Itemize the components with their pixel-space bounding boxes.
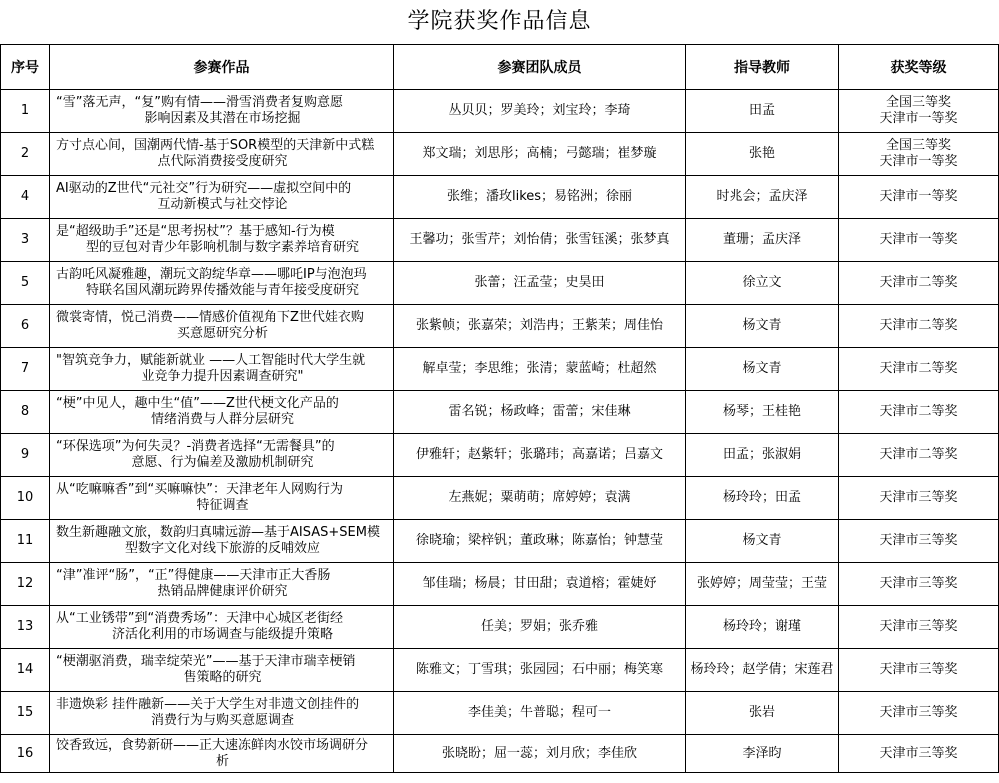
work-title-line: 型的豆包对青少年影响机制与数字素养培育研究 — [85, 240, 359, 255]
award-level: 天津市三等奖 — [879, 745, 958, 761]
table-row — [1, 606, 999, 649]
table-row — [1, 477, 999, 520]
table-row — [1, 219, 999, 262]
award-level: 天津市三等奖 — [879, 490, 958, 505]
cell-work — [50, 606, 394, 649]
cell-award — [839, 133, 999, 176]
cell-work — [50, 563, 394, 606]
award-level: 天津市一等奖 — [879, 232, 958, 247]
table-row — [1, 176, 999, 219]
work-title-line: 互动新模式与社交悖论 — [157, 197, 288, 212]
cell-no: 5 — [1, 262, 50, 305]
cell-no: 6 — [1, 305, 50, 348]
cell-award — [839, 692, 999, 735]
work-title-line: "智筑竞争力，赋能新就业 ——人工智能时代大学生就 — [56, 353, 366, 368]
cell-teacher: 杨文青 — [686, 520, 839, 563]
table-row — [1, 305, 999, 348]
cell-no: 3 — [1, 219, 50, 262]
work-title-line: 济活化利用的市场调查与能级提升策略 — [111, 627, 333, 642]
cell-no: 14 — [1, 649, 50, 692]
cell-no: 7 — [1, 348, 50, 391]
header-teacher: 指导教师 — [686, 45, 839, 90]
work-title-line: “梗”中见人，趣中生“值”——Z世代梗文化产品的 — [56, 396, 339, 411]
table-row — [1, 692, 999, 735]
cell-teacher: 田孟；张淑娟 — [686, 434, 839, 477]
cell-teacher: 时兆会；孟庆泽 — [686, 176, 839, 219]
cell-team: 郑文瑞；刘思彤；高楠；弓懿瑞；崔梦璇 — [394, 133, 686, 176]
cell-award — [839, 434, 999, 477]
cell-award — [839, 606, 999, 649]
cell-no: 4 — [1, 176, 50, 219]
cell-work — [50, 477, 394, 520]
table-row — [1, 735, 999, 773]
header-no: 序号 — [1, 45, 50, 90]
cell-work — [50, 735, 394, 773]
cell-teacher: 徐立文 — [686, 262, 839, 305]
award-level: 天津市三等奖 — [879, 705, 958, 720]
award-level: 全国三等奖 — [885, 95, 951, 110]
work-title-line: 消费行为与购买意愿调查 — [150, 713, 294, 728]
cell-no: 9 — [1, 434, 50, 477]
cell-teacher: 李泽昀 — [686, 735, 839, 773]
cell-work — [50, 219, 394, 262]
award-level: 天津市三等奖 — [879, 662, 958, 677]
work-title-line: “津”准评“肠”，“正”得健康——天津市正大香肠 — [56, 568, 331, 583]
table-row — [1, 133, 999, 176]
work-title-line: 从“工业锈带”到“消费秀场”：天津中心城区老街经 — [56, 611, 343, 626]
cell-team: 张紫帧；张嘉荣；刘浩冉；王紫茉；周佳怡 — [394, 305, 686, 348]
cell-team: 王馨功；张雪芹；刘怡倩；张雪钰溪；张梦真 — [394, 219, 686, 262]
cell-award — [839, 90, 999, 133]
work-title-line: 业竞争力提升因素调查研究" — [141, 369, 304, 384]
cell-work — [50, 692, 394, 735]
cell-teacher: 张艳 — [686, 133, 839, 176]
award-level: 天津市一等奖 — [879, 154, 958, 169]
cell-no: 11 — [1, 520, 50, 563]
cell-award — [839, 649, 999, 692]
cell-no: 12 — [1, 563, 50, 606]
cell-teacher: 张婷婷；周莹莹；王莹 — [686, 563, 839, 606]
work-title-line: 热销品牌健康评价研究 — [157, 584, 288, 599]
work-title-line: 析 — [215, 753, 229, 769]
table-row — [1, 348, 999, 391]
cell-team: 陈雅文；丁雪琪；张园园；石中丽；梅笑寒 — [394, 649, 686, 692]
cell-no: 2 — [1, 133, 50, 176]
cell-work — [50, 262, 394, 305]
work-title-line: 方寸点心间，国潮两代情-基于SOR模型的天津新中式糕 — [56, 138, 375, 153]
work-title-line: “梗潮驱消费，瑞幸绽荣光”——基于天津市瑞幸梗销 — [56, 654, 356, 669]
cell-teacher: 杨玲玲；赵学倩；宋莲君 — [686, 649, 839, 692]
cell-teacher: 杨玲玲；谢瑾 — [686, 606, 839, 649]
award-level: 天津市三等奖 — [879, 619, 958, 634]
work-title-line: 特联名国风潮玩跨界传播效能与青年接受度研究 — [85, 283, 359, 298]
header-work: 参赛作品 — [50, 45, 394, 90]
awards-table — [0, 44, 999, 773]
award-level: 天津市二等奖 — [879, 275, 958, 290]
cell-work — [50, 391, 394, 434]
cell-work — [50, 434, 394, 477]
work-title-line: 特征调查 — [196, 498, 249, 513]
table-header-row — [1, 45, 999, 90]
award-level: 全国三等奖 — [885, 138, 951, 153]
award-level: 天津市一等奖 — [879, 189, 958, 204]
cell-award — [839, 305, 999, 348]
cell-work — [50, 348, 394, 391]
cell-team: 邹佳瑞；杨晨；甘田甜；袁道榕；霍婕妤 — [394, 563, 686, 606]
cell-award — [839, 176, 999, 219]
work-title-line: 非遗焕彩 挂件融新——关于大学生对非遗文创挂件的 — [56, 697, 360, 712]
award-level: 天津市二等奖 — [879, 447, 958, 462]
cell-teacher: 杨琴；王桂艳 — [686, 391, 839, 434]
cell-work — [50, 649, 394, 692]
table-row — [1, 520, 999, 563]
table-row — [1, 391, 999, 434]
cell-award — [839, 219, 999, 262]
cell-no: 1 — [1, 90, 50, 133]
cell-teacher: 董珊；孟庆泽 — [686, 219, 839, 262]
cell-teacher: 张岩 — [686, 692, 839, 735]
cell-team: 任美；罗娟；张乔雅 — [394, 606, 686, 649]
cell-no: 8 — [1, 391, 50, 434]
cell-team: 丛贝贝；罗美玲；刘宝玲；李琦 — [394, 90, 686, 133]
award-level: 天津市二等奖 — [879, 361, 958, 376]
table-body — [1, 90, 999, 773]
table-row — [1, 262, 999, 305]
award-level: 天津市三等奖 — [879, 576, 958, 591]
header-team: 参赛团队成员 — [394, 45, 686, 90]
work-title-line: 从“吃嘛嘛香”到“买嘛嘛快”：天津老年人网购行为 — [56, 482, 343, 497]
table-row — [1, 90, 999, 133]
header-award: 获奖等级 — [839, 45, 999, 90]
work-title-line: 买意愿研究分析 — [176, 326, 268, 341]
award-level: 天津市一等奖 — [879, 111, 958, 126]
cell-no: 15 — [1, 692, 50, 735]
table-row — [1, 649, 999, 692]
cell-award — [839, 477, 999, 520]
cell-team: 张晓盼；屈一蕊；刘月欣；李佳欣 — [394, 735, 686, 773]
work-title-line: 型数字文化对线下旅游的反哺效应 — [124, 541, 320, 556]
work-title-line: “环保选项”为何失灵？-消费者选择“无需餐具”的 — [56, 439, 335, 454]
cell-award — [839, 520, 999, 563]
award-level: 天津市三等奖 — [879, 533, 958, 548]
cell-award — [839, 348, 999, 391]
cell-team: 徐晓瑜；梁梓钒；董政琳；陈嘉怡；钟慧莹 — [394, 520, 686, 563]
page-title: 学院获奖作品信息 — [407, 9, 592, 34]
cell-team: 解卓莹；李思维；张清；蒙蓝崎；杜超然 — [394, 348, 686, 391]
cell-award — [839, 262, 999, 305]
cell-teacher: 杨玲玲；田孟 — [686, 477, 839, 520]
table-row — [1, 563, 999, 606]
cell-teacher: 杨文青 — [686, 348, 839, 391]
work-title-line: 古韵吒风凝雅趣，潮玩文韵绽华章——哪吒IP与泡泡玛 — [56, 267, 367, 282]
work-title-line: 微裳寄情，悦己消费——情感价值视角下Z世代娃衣购 — [56, 310, 364, 325]
award-level: 天津市二等奖 — [879, 318, 958, 333]
award-level: 天津市二等奖 — [879, 404, 958, 419]
cell-work — [50, 90, 394, 133]
cell-award — [839, 563, 999, 606]
work-title-line: 售策略的研究 — [183, 670, 262, 685]
cell-team: 伊雅轩；赵紫轩；张璐玮；高嘉诺；吕嘉文 — [394, 434, 686, 477]
cell-work — [50, 176, 394, 219]
work-title-line: 是“超级助手”还是“思考拐杖”？基于感知-行为模 — [56, 224, 335, 239]
cell-award — [839, 735, 999, 773]
cell-no: 16 — [1, 735, 50, 773]
cell-teacher: 田孟 — [686, 90, 839, 133]
cell-team: 李佳美；牛普聪；程可一 — [394, 692, 686, 735]
work-title-line: “雪”落无声，“复”购有情——滑雪消费者复购意愿 — [56, 95, 343, 110]
cell-work — [50, 520, 394, 563]
cell-no: 10 — [1, 477, 50, 520]
cell-team: 张维；潘玫likes；易铭洲；徐丽 — [394, 176, 686, 219]
cell-team: 张蕾；汪孟莹；史昊田 — [394, 262, 686, 305]
cell-award — [839, 391, 999, 434]
work-title-line: 情绪消费与人群分层研究 — [150, 412, 294, 427]
cell-team: 左燕妮；粟萌萌；席婷婷；袁满 — [394, 477, 686, 520]
cell-work — [50, 305, 394, 348]
work-title-line: AI驱动的Z世代“元社交”行为研究——虚拟空间中的 — [56, 181, 352, 196]
cell-team: 雷名锐；杨政峰；雷蕾；宋佳琳 — [394, 391, 686, 434]
work-title-line: 点代际消费接受度研究 — [157, 154, 288, 169]
table-row — [1, 434, 999, 477]
work-title-line: 意愿、行为偏差及激励机制研究 — [131, 455, 314, 470]
work-title-line: 饺香致远，食势新研——正大速冻鲜肉水饺市场调研分 — [56, 737, 369, 753]
work-title-line: 影响因素及其潜在市场挖掘 — [144, 111, 301, 126]
cell-work — [50, 133, 394, 176]
work-title-line: 数生新趣融文旅，数韵归真啸远游—基于AISAS+SEM模 — [56, 525, 380, 540]
cell-teacher: 杨文青 — [686, 305, 839, 348]
cell-no: 13 — [1, 606, 50, 649]
